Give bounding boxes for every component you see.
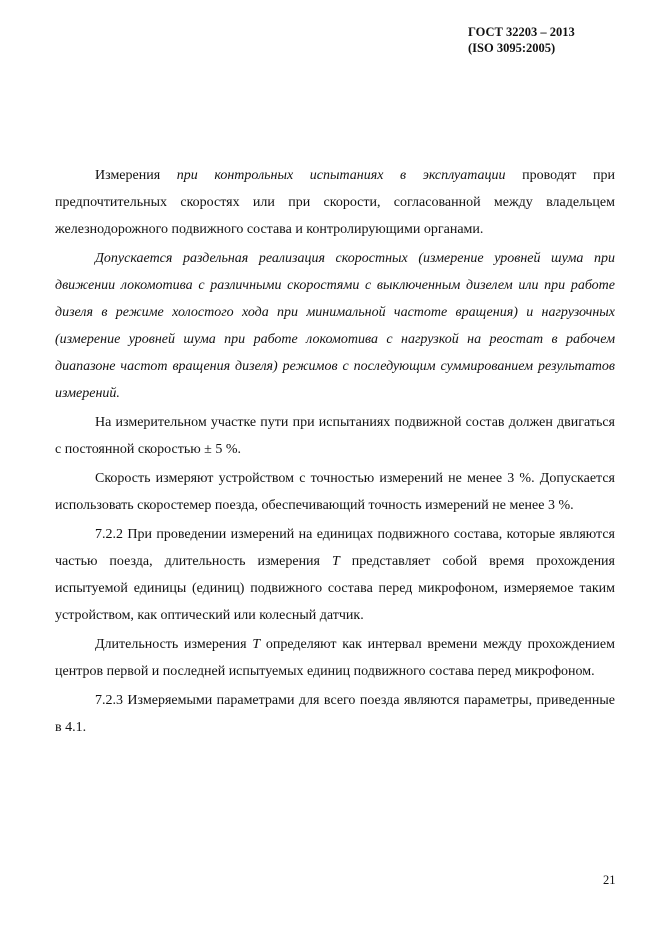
paragraph-speed-accuracy: Скорость измеряют устройством с точностью измерений не менее 3 %. Допускается использовать скоростемер поезда, обеспечивающий точность измерений не менее 3 %. <box>55 471 615 513</box>
paragraph-7-2-3: 7.2.3 Измеряемыми параметрами для всего поезда являются параметры, приведенные в 4.1. <box>55 693 615 735</box>
page-number: 21 <box>603 873 616 887</box>
document-body <box>55 162 615 743</box>
paragraph-constant-speed: На измерительном участке пути при испытаниях подвижной состав должен двигаться с постоянной скоростью ± 5 %. <box>55 415 615 457</box>
paragraph-duration: Длительность измерения T определяют как интервал времени между прохождением центров первой и последней испытуемых единиц подвижного состава перед микрофоном. <box>55 637 615 679</box>
paragraph-separate-modes: Допускается раздельная реализация скоростных (измерение уровней шума при движении локомотива с различными скоростями с выключенным дизелем или при работе дизеля в режиме холостого хода при минимальной частоте вращения) и нагрузочных (измерение уровней шума при работе локомотива с нагрузкой на реостат в рабочем диапазоне частот вращения дизеля) режимов с последующим суммированием результатов измерений. <box>55 251 615 401</box>
iso-reference: (ISO 3095:2005) <box>468 41 556 55</box>
document-header <box>468 24 575 56</box>
paragraph-field-tests: Измерения при контрольных испытаниях в эксплуатации проводят при предпочтительных скоростях или при скорости, согласованной между владельцем железнодорожного подвижного состава и контролирующими органами. <box>55 168 615 237</box>
symbol-t: T <box>252 637 261 652</box>
paragraph-7-2-2: 7.2.2 При проведении измерений на единицах подвижного состава, которые являются частью поезда, длительность измерения T представляет собой время прохождения испытуемой единицы (единиц) подвижного состава перед микрофоном, измеряемое таким устройством, как оптический или колесный датчик. <box>55 527 615 623</box>
symbol-t: T <box>332 554 340 569</box>
standard-code: ГОСТ 32203 – 2013 <box>468 25 575 39</box>
emphasis-text: при контрольных испытаниях в эксплуатации <box>176 168 506 183</box>
